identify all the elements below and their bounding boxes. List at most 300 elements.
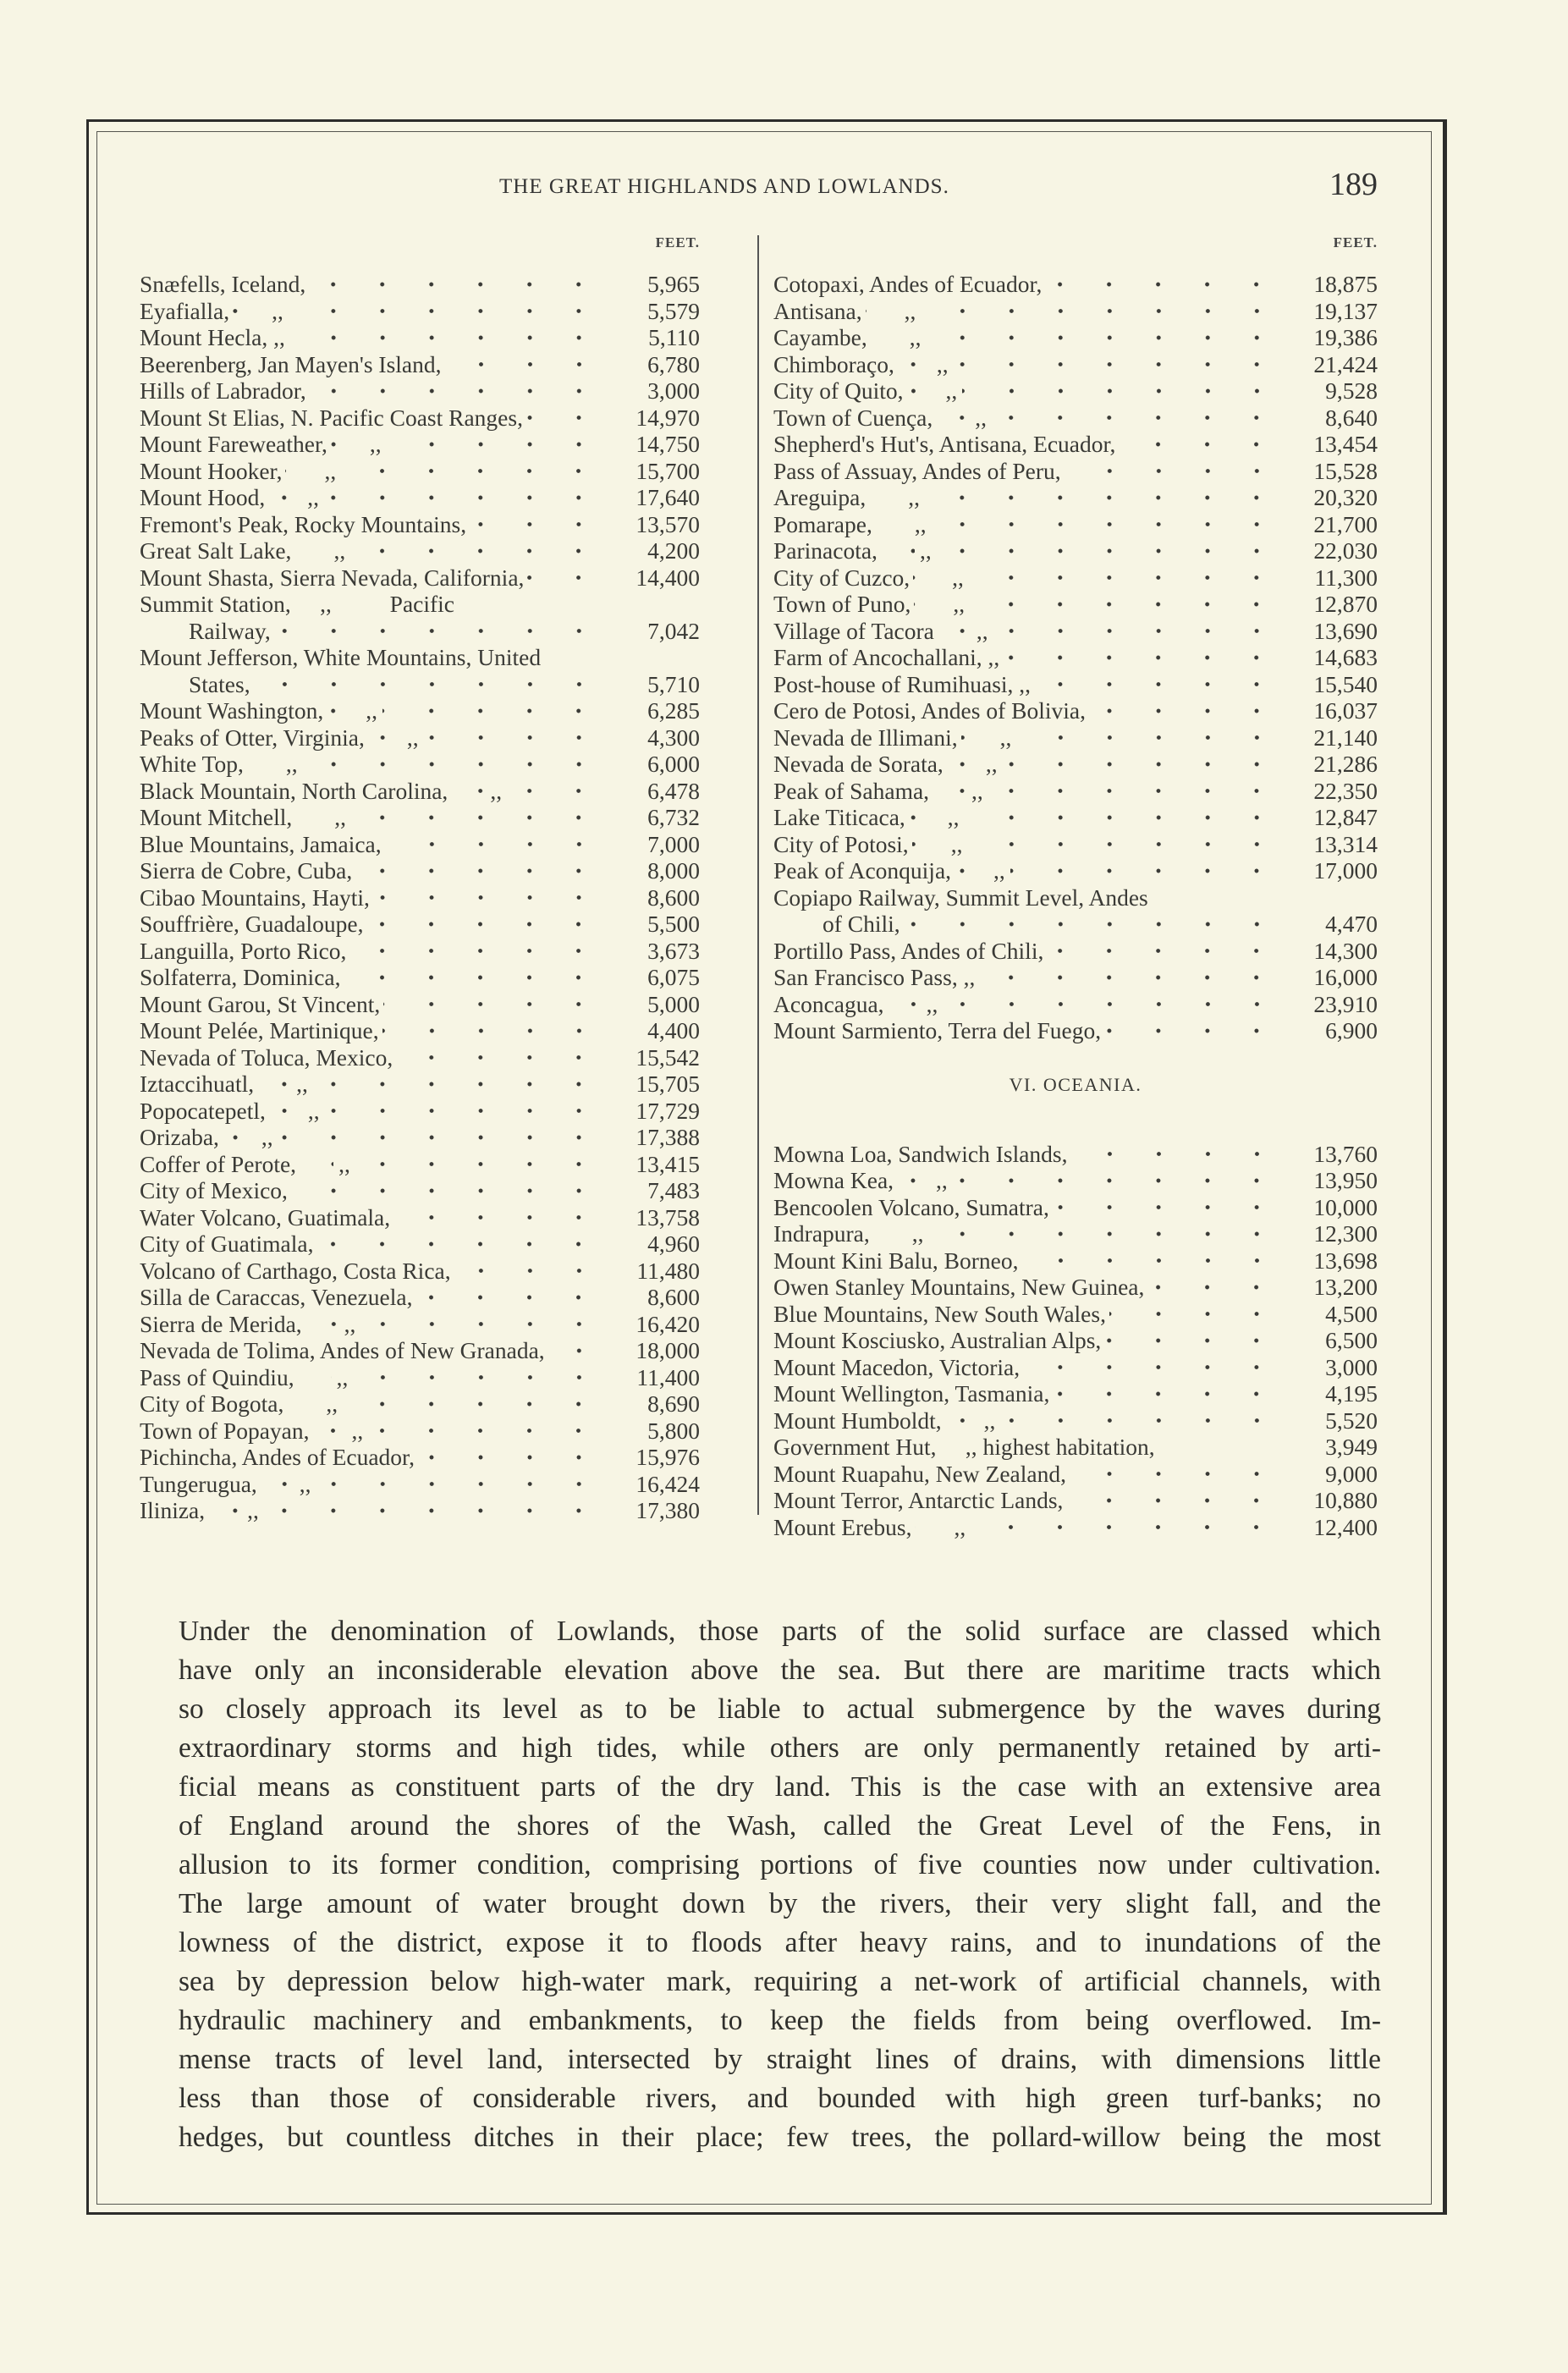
text-line [179,1924,1381,1963]
table-row [140,778,700,805]
text-line-content: so closely approach its level as to be liable to actual submergence by the waves during [179,1693,1381,1725]
table-row [773,884,1378,911]
place-name: Aconcagua, [773,990,884,1017]
elevation-feet: 9,528 [1325,377,1378,404]
dot-leader [445,351,613,378]
dot-leader [978,964,1290,991]
table-row [140,1444,700,1471]
dot-leader [418,1444,612,1471]
dot-leader [947,751,1290,778]
table-row [773,778,1378,805]
table-row [773,591,1378,618]
place-name: Nevada de Sorata, [773,751,944,777]
dot-leader [373,884,612,911]
dot-leader [327,697,612,724]
dot-leader [269,1098,612,1125]
text-line [179,1612,1381,1651]
table-row [773,644,1378,671]
place-name: Town of Cuença, [773,404,933,431]
dot-leader [366,911,612,938]
dot-leader [1065,458,1290,485]
dot-leader [349,938,612,965]
table-row [140,431,700,458]
text-line-content: lowness of the district, expose it to floods after heavy rains, and to inundations of the [179,1927,1381,1958]
dot-leader [1109,1301,1290,1328]
dot-leader [291,1177,612,1204]
dot-leader [247,751,612,778]
place-name: States, [189,670,250,697]
place-name: Pichincha, Andes of Ecuador, [140,1444,415,1470]
dot-leader [274,618,612,645]
text-line [179,1768,1381,1807]
text-line [179,1651,1381,1690]
dot-leader [208,1497,612,1524]
table-row [773,537,1378,564]
place-name: Copiapo Railway, Summit Level, Andes [773,884,1148,911]
text-line [179,2079,1381,2118]
elevation-feet: 10,000 [1313,1193,1378,1220]
elevation-feet: 6,900 [1325,1017,1378,1043]
table-row [773,324,1378,351]
dot-leader [396,1044,612,1071]
dot-leader [1053,1194,1290,1221]
elevation-feet: 8,000 [647,857,700,884]
table-row [140,991,700,1018]
ditto-mark: ,, [931,1167,953,1194]
dot-leader [310,377,612,405]
table-row [773,724,1378,752]
table-row [773,1194,1378,1221]
place-name: Mount Erebus, [773,1513,912,1540]
place-name: Fremont's Peak, Rocky Mountains, [140,510,467,537]
table-row [140,644,700,671]
table-row [140,1311,700,1338]
elevation-feet: 12,400 [1313,1513,1378,1540]
place-name: Railway, [189,617,271,644]
place-name: City of Mexico, [140,1177,288,1203]
place-name: Popocatepetl, [140,1097,266,1124]
elevation-feet: 23,910 [1313,990,1378,1017]
elevation-feet: 4,200 [647,537,700,564]
place-name: Mount St Elias, N. Pacific Coast Ranges, [140,404,523,431]
table-row [140,1124,700,1151]
table-row [140,324,700,351]
table-row [773,1380,1378,1407]
ditto-mark: ,, [281,751,303,778]
dot-leader [268,484,612,511]
elevation-feet: 14,683 [1313,644,1378,670]
dot-leader [312,1418,612,1445]
dot-leader [1147,1274,1290,1301]
ditto-mark: ,, [915,537,937,564]
place-name: Mount Macedon, Victoria, [773,1353,1021,1380]
elevation-feet: 4,500 [1325,1300,1378,1327]
dot-leader [305,1311,612,1338]
table-row [773,1017,1378,1044]
ditto-mark: ,, [485,778,507,805]
elevation-feet: 4,300 [647,724,700,751]
elevation-feet: 13,758 [635,1203,700,1231]
place-name: Village of Tacora [773,617,934,644]
elevation-feet: 10,880 [1313,1487,1378,1513]
place-name: Mount Hecla, ,, [140,324,285,350]
place-name: Mount Ruapahu, New Zealand, [773,1460,1066,1487]
table-row [773,377,1378,405]
elevation-feet: 5,965 [647,271,700,297]
elevation-feet: 13,950 [1313,1167,1378,1193]
place-name: City of Bogota, [140,1390,284,1417]
dot-leader [1047,938,1290,965]
dot-leader [287,1390,612,1418]
ditto-mark: ,, [900,298,922,325]
dot-leader [233,298,612,325]
place-name: Mount Humboldt, [773,1407,942,1434]
elevation-feet: 7,483 [647,1177,700,1203]
ditto-mark: ,, [947,564,969,592]
dot-leader [458,591,612,618]
dot-leader [257,1071,612,1098]
place-name: Tungerugua, [140,1470,257,1497]
elevation-feet: 8,600 [647,884,700,911]
text-line-content: allusion to its former condition, comprising portions of five counties now under cultivation. [179,1849,1381,1880]
table-row [773,1461,1378,1488]
dot-leader [544,644,612,671]
elevation-feet: 16,037 [1313,697,1378,724]
table-row [773,831,1378,858]
dot-leader [869,484,1290,511]
section-heading-oceania: VI. OCEANIA. [1009,1073,1142,1095]
place-name: Silla de Caraccas, Venezuela, [140,1284,413,1310]
table-row [773,564,1378,592]
table-row [773,697,1378,724]
elevation-feet: 15,700 [635,457,700,484]
text-line-content: of England around the shores of the Wash, called the Great Level of the Fens, in [179,1810,1381,1842]
elevation-feet: 11,400 [636,1363,700,1390]
unit-label: FEET. [1333,234,1378,251]
elevation-feet: 6,500 [1325,1327,1378,1353]
table-row [140,1284,700,1311]
place-name: Farm of Ancochallani, ,, [773,644,1000,670]
place-name: Volcano of Carthago, Costa Rica, [140,1257,451,1284]
elevation-feet: 14,400 [635,564,700,591]
elevation-feet: 5,579 [647,297,700,324]
dot-leader [915,1514,1290,1541]
page-number: 189 [1329,167,1378,202]
table-row [773,671,1378,698]
text-line-content: The large amount of water brought down by the rivers, their very slight fall, and the [179,1888,1381,1919]
table-row [140,1497,700,1524]
dot-leader [300,1151,612,1178]
elevation-feet: 5,520 [1325,1407,1378,1434]
elevation-table-left [140,230,700,1524]
elevation-feet: 4,470 [1325,911,1378,937]
dot-leader [385,831,612,858]
place-name: Antisana, [773,297,862,324]
text-line-content: hydraulic machinery and embankments, to keep the fields from being overflowed. Im- [179,2005,1381,2036]
table-row [140,537,700,564]
place-name: San Francisco Pass, ,, [773,964,976,990]
elevation-feet: 4,960 [647,1231,700,1257]
dot-leader [548,1337,612,1364]
dot-leader [316,1231,612,1258]
dot-leader [261,1471,612,1498]
dot-leader [1089,697,1290,724]
text-line [179,1690,1381,1729]
dot-leader [1071,1141,1290,1168]
table-row [140,671,700,698]
elevation-feet: 3,949 [1325,1434,1378,1460]
ditto-mark: ,, [319,458,341,485]
table-row [140,591,700,618]
elevation-feet: 22,030 [1313,537,1378,564]
elevation-feet: 17,000 [1313,857,1378,884]
elevation-feet: 17,729 [635,1097,700,1124]
table-row [140,1471,700,1498]
elevation-feet: 21,424 [1313,350,1378,377]
ditto-mark: ,, [905,324,927,351]
place-name: Post-house of Rumihuasi, ,, [773,670,1032,697]
text-line-content: sea by depression below high-water mark, requiring a net-work of artificial channels, with [179,1966,1381,1997]
text-line [179,1885,1381,1924]
dot-leader [1045,271,1290,298]
dot-leader [961,724,1290,752]
dot-leader [1003,644,1290,671]
elevation-feet: 6,732 [647,804,700,830]
ditto-mark: ,, [981,751,1003,778]
dot-leader [936,405,1290,432]
place-name: Bencoolen Volcano, Sumatra, [773,1193,1049,1220]
table-rows-oceania [773,1141,1378,1541]
table-row [773,938,1378,965]
elevation-feet: 6,075 [647,964,700,990]
elevation-feet: 12,300 [1313,1220,1378,1247]
ditto-mark: ,, [256,1124,278,1151]
place-name: Orizaba, [140,1124,219,1150]
body-paragraph [179,1612,1381,2157]
place-name: White Top, [140,751,244,777]
dot-leader [368,724,612,752]
table-row [140,938,700,965]
dot-leader [295,804,612,831]
table-row [140,751,700,778]
table-row [140,405,700,432]
table-row [773,857,1378,884]
table-row [773,271,1378,298]
table-row [140,1418,700,1445]
elevation-feet: 15,540 [1313,670,1378,697]
elevation-feet: 15,542 [635,1043,700,1071]
place-name: Great Salt Lake, [140,537,292,564]
place-name: Peaks of Otter, Virginia, [140,724,365,751]
place-name: Shepherd's Hut's, Antisana, Ecuador, [773,431,1116,457]
table-row [140,1390,700,1418]
place-name: Mount Wellington, Tasmania, [773,1380,1050,1407]
text-line [179,1846,1381,1885]
place-name: City of Quito, [773,377,904,404]
elevation-feet: 12,847 [1313,804,1378,830]
elevation-table-right [773,230,1378,1540]
table-row [140,1151,700,1178]
dot-leader [871,324,1290,351]
elevation-feet: 17,640 [635,484,700,510]
dot-leader [866,298,1290,325]
text-line-content: extraordinary storms and high tides, while others are only permanently retained by arti- [179,1732,1381,1764]
elevation-feet [615,644,700,671]
place-name: Coffer of Perote, [140,1150,297,1177]
table-row [773,511,1378,538]
dot-leader [1104,1327,1290,1354]
dot-leader [526,405,612,432]
ditto-mark: ,, [941,377,963,405]
place-name: Mount Shasta, Sierra Nevada, California, [140,564,525,591]
table-row [773,298,1378,325]
ditto-mark: ,, [242,1497,264,1524]
dot-leader [876,511,1290,538]
elevation-feet: 5,110 [648,324,700,350]
ditto-mark: ,, [294,1471,316,1498]
dot-leader [355,857,612,884]
place-name: Portillo Pass, Andes of Chili, [773,937,1044,964]
elevation-feet: 15,705 [635,1071,700,1097]
dot-leader [294,537,612,564]
elevation-feet: 6,000 [647,751,700,777]
table-row [140,1177,700,1204]
table-row [773,751,1378,778]
ditto-mark: ,, [302,484,324,511]
dot-leader [527,564,612,592]
dot-leader [912,831,1290,858]
table-row [140,564,700,592]
elevation-feet: 19,137 [1313,297,1378,324]
table-row [140,697,700,724]
elevation-feet: 21,140 [1313,724,1378,751]
place-name: City of Cuzco, [773,564,911,591]
dot-leader [344,964,612,991]
ditto-mark: ,, [291,1071,313,1098]
table-row [140,857,700,884]
table-row [140,1204,700,1231]
elevation-feet: 11,480 [636,1257,700,1284]
elevation-feet: 18,000 [635,1337,700,1363]
dot-leader [1022,1247,1290,1275]
place-name: Blue Mountains, Jamaica, [140,830,382,857]
ditto-mark: ,, [903,484,925,511]
text-line [179,2118,1381,2157]
ditto-mark: ,, [966,778,988,805]
elevation-feet: 5,000 [647,990,700,1017]
text-line-content: hedges, but countless ditches in their place; few trees, the pollard-willow being the most [179,2122,1381,2153]
elevation-feet: 11,300 [1314,564,1378,591]
text-line-content: have only an inconsiderable elevation above the sea. But there are maritime tracts which [179,1654,1381,1686]
place-name: Solfaterra, Dominica, [140,964,341,990]
text-line-content: ficial means as constituent parts of the dry land. This is the case with an extensive area [179,1771,1381,1803]
table-row [773,1407,1378,1434]
elevation-feet: 18,875 [1313,271,1378,297]
dot-leader [1053,1380,1290,1407]
dot-leader [1158,1434,1290,1461]
dot-leader [309,271,612,298]
place-name: Mowna Kea, [773,1167,894,1193]
place-name: Mount Washington, [140,697,324,724]
table-row [773,1354,1378,1381]
dot-leader [382,1017,612,1044]
elevation-feet: 6,478 [647,777,700,804]
ditto-mark: ,, [971,618,993,645]
dot-leader [907,377,1290,405]
table-row [140,964,700,991]
elevation-feet: 8,640 [1325,404,1378,431]
place-name: Eyafialla, [140,297,230,324]
ditto-mark: ,, [910,511,932,538]
elevation-feet: 22,350 [1313,777,1378,804]
ditto-mark: ,, [922,991,944,1018]
place-name: Mount Kini Balu, Borneo, [773,1247,1019,1274]
table-row [773,351,1378,378]
text-line [179,1807,1381,1846]
table-rows [140,271,700,1524]
ditto-mark: ,, [995,724,1017,752]
place-name: Iliniza, [140,1497,206,1523]
table-row [773,1247,1378,1275]
place-name: Mount Garou, St Vincent, [140,990,381,1017]
place-name: Mount Jefferson, White Mountains, United [140,644,542,670]
elevation-feet [615,591,700,618]
place-name: Indrapura, [773,1220,870,1247]
table-row [140,1337,700,1364]
place-name: of Chili, [823,911,900,937]
elevation-feet: 3,000 [1325,1353,1378,1380]
place-name: Cotopaxi, Andes of Ecuador, [773,271,1043,297]
place-name: Water Volcano, Guatimala, [140,1203,391,1231]
elevation-feet: 15,528 [1313,457,1378,484]
ditto-mark: ,, [365,431,387,458]
place-name: Nevada de Illimani, [773,724,958,751]
place-name: Pass of Assuay, Andes of Peru, [773,457,1061,484]
ditto-mark: ,, [948,591,970,618]
ditto-mark: ,, [402,724,424,752]
place-name: Mount Pelée, Martinique, [140,1017,379,1043]
elevation-feet: 5,710 [647,670,700,697]
ditto-mark: ,, [360,697,382,724]
table-row [140,298,700,325]
table-row [140,351,700,378]
dot-leader [285,458,612,485]
table-row [773,1274,1378,1301]
elevation-feet [1293,884,1378,911]
elevation-feet: 14,970 [635,404,700,431]
elevation-feet: 16,420 [635,1310,700,1337]
table-row [140,458,700,485]
table-row [773,1220,1378,1247]
place-name: Town of Puno, [773,591,911,617]
table-row [140,831,700,858]
dot-leader [470,511,612,538]
ditto-mark: ,, [932,351,954,378]
elevation-feet: 4,195 [1325,1380,1378,1407]
unit-label: FEET. [655,234,700,251]
place-name: Cayambe, [773,324,867,350]
dot-leader [904,911,1290,938]
dot-leader [331,431,612,458]
ditto-mark: ,, [267,298,289,325]
elevation-feet: 8,690 [647,1390,700,1417]
elevation-feet: 3,000 [647,377,700,404]
elevation-feet: 9,000 [1325,1460,1378,1487]
place-name: Mount Sarmiento, Terra del Fuego, [773,1017,1102,1043]
place-name: Peak of Aconquija, [773,857,952,884]
table-row [773,1487,1378,1514]
ditto-mark: ,, [346,1418,368,1445]
